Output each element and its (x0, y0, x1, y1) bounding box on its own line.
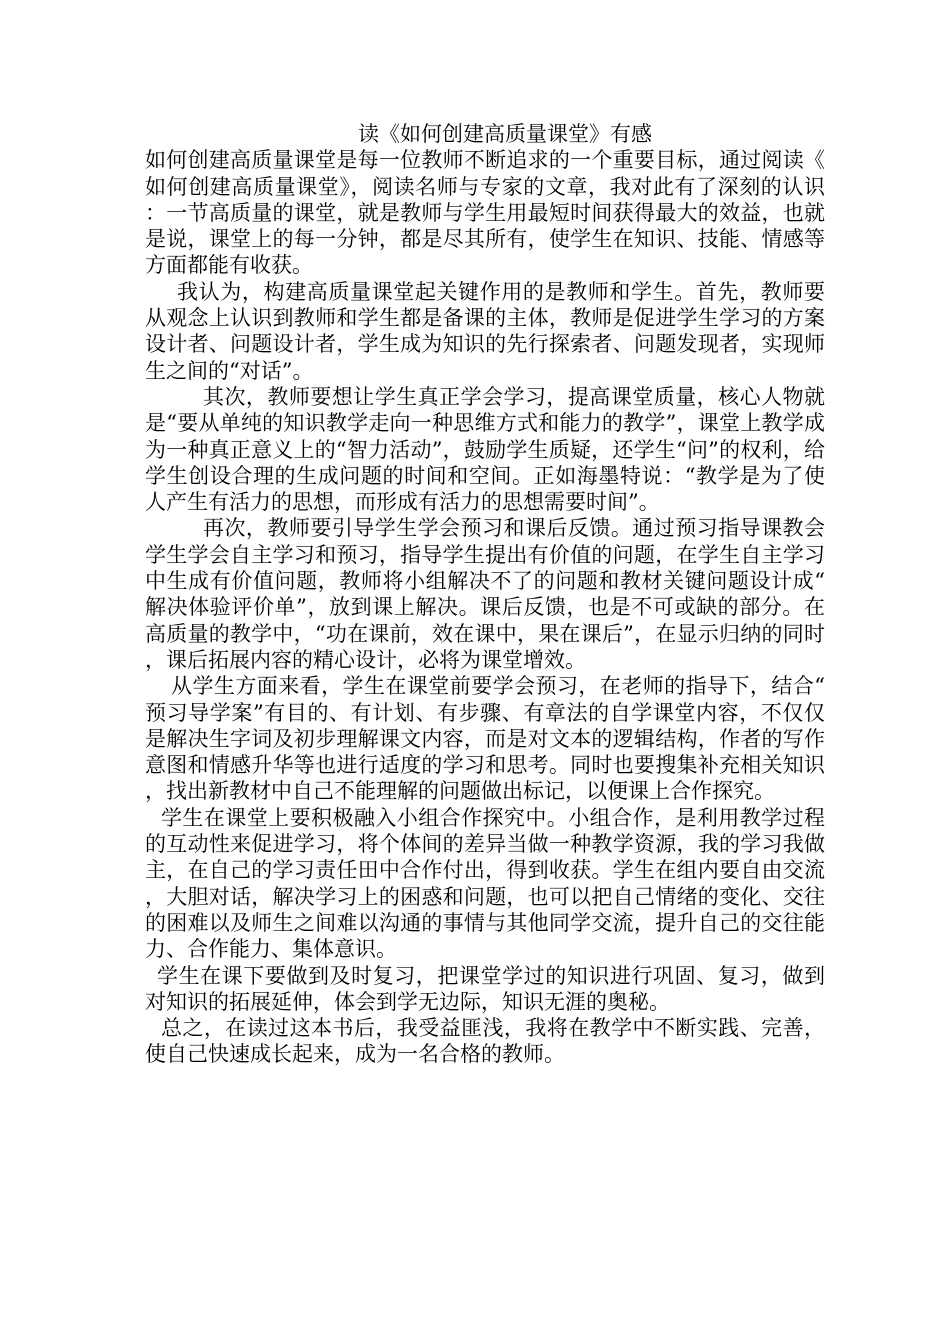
paragraph-teacher-student: 我认为，构建高质量课堂起关键作用的是教师和学生。首先，教师要从观念上认识到教师和学生都是备课的主体，教师是促进学生学习的方案设计者、问题设计者，学生成为知识的先行探索者、问题发现者，实现师生之间的“对话”。 (145, 279, 825, 383)
paragraph-third: 再次，教师要引导学生学会预习和课后反馈。通过预习指导课教会学生学会自主学习和预习，指导学生提出有价值的问题，在学生自主学习中生成有价值问题，教师将小组解决不了的问题和教材关键问题设计成“解决体验评价单”，放到课上解决。课后反馈，也是不可或缺的部分。在高质量的教学中，“功在课前，效在课中，果在课后”，在显示归纳的同时，课后拓展内容的精心设计，必将为课堂增效。 (145, 516, 825, 672)
document-body (145, 121, 825, 1068)
paragraph-second: 其次，教师要想让学生真正学会学习，提高课堂质量，核心人物就是“要从单纯的知识教学走向一种思维方式和能力的教学”，课堂上教学成为一种真正意义上的“智力活动”，鼓励学生质疑，还学生“问”的权利，给学生创设合理的生成问题的时间和空间。正如海墨特说：“教学是为了使人产生有活力的思想，而形成有活力的思想需要时间”。 (145, 384, 825, 515)
paragraph-student-preview: 从学生方面来看，学生在课堂前要学会预习，在老师的指导下，结合“预习导学案”有目的、有计划、有步骤、有章法的自学课堂内容，不仅仅是解决生字词及初步理解课文内容，而是对文本的逻辑结构，作者的写作意图和情感升华等也进行适度的学习和思考。同时也要搜集补充相关知识，找出新教材中自己不能理解的问题做出标记，以便课上合作探究。 (145, 674, 825, 804)
paragraph-intro: 如何创建高质量课堂是每一位教师不断追求的一个重要目标，通过阅读《如何创建高质量课堂》，阅读名师与专家的文章，我对此有了深刻的认识：一节高质量的课堂，就是教师与学生用最短时间获得最大的效益，也就是说，课堂上的每一分钟，都是尽其所有，使学生在知识、技能、情感等方面都能有收获。 (145, 148, 825, 278)
paragraph-group-cooperation: 学生在课堂上要积极融入小组合作探究中。小组合作，是利用教学过程的互动性来促进学习，将个体间的差异当做一种教学资源，我的学习我做主，在自己的学习责任田中合作付出，得到收获。学生在组内要自由交流，大胆对话，解决学习上的困惑和问题，也可以把自己情绪的变化、交往的困难以及师生之间难以沟通的事情与其他同学交流，提升自己的交往能力、合作能力、集体意识。 (145, 805, 825, 962)
document-title: 读《如何创建高质量课堂》有感 (358, 122, 652, 146)
paragraph-review: 学生在课下要做到及时复习，把课堂学过的知识进行巩固、复习，做到对知识的拓展延伸，体会到学无边际，知识无涯的奥秘。 (145, 963, 825, 1014)
paragraph-conclusion: 总之，在读过这本书后，我受益匪浅，我将在教学中不断实践、完善，使自己快速成长起来，成为一名合格的教师。 (145, 1016, 825, 1067)
